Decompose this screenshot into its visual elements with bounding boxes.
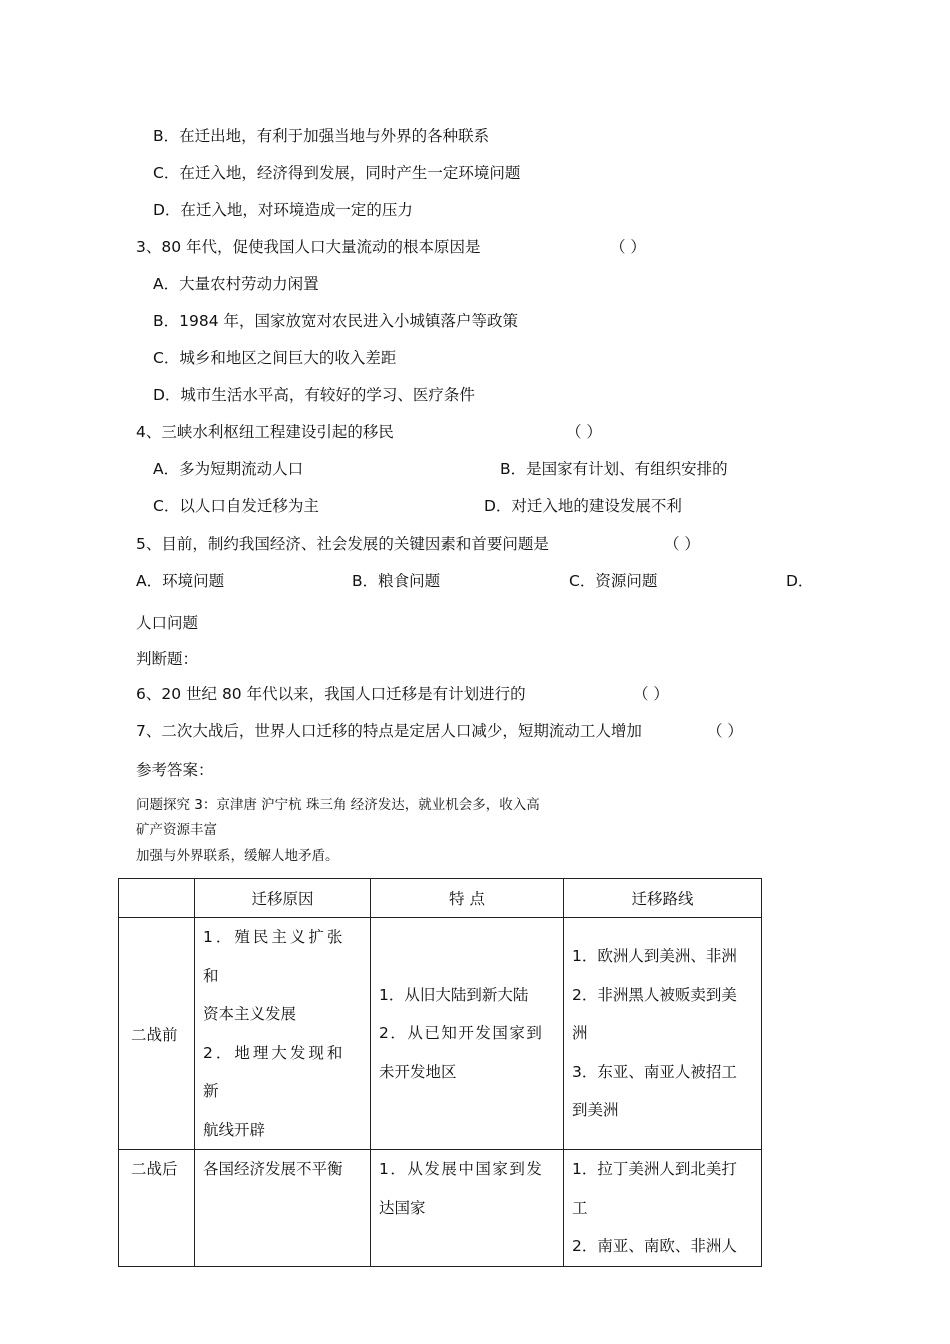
cause-line: 1．殖民主义扩张和 <box>203 928 346 985</box>
answer-line-1: 问题探究 3：京津唐 沪宁杭 珠三角 经济发达，就业机会多，收入高 <box>136 797 540 813</box>
q5-option-d-letter: D． <box>786 572 814 590</box>
feature-line: 2．从已知开发国家到 <box>379 1024 544 1043</box>
q6-answer-paren: （ ） <box>633 685 669 703</box>
migration-table <box>118 878 762 1267</box>
route-line: 3．东亚、南亚人被招工 <box>572 1062 737 1081</box>
row-period: 二战后 <box>119 1150 195 1267</box>
row-causes <box>195 918 371 1150</box>
q4-option-c: C．以人口自发迁移为主 <box>153 497 319 515</box>
row-period: 二战前 <box>119 918 195 1150</box>
table-row <box>119 918 762 1150</box>
cause-line: 航线开辟 <box>203 1120 266 1139</box>
cause-line: 2．地理大发现和新 <box>203 1043 346 1100</box>
route-line: 2．南亚、南欧、非洲人 <box>572 1237 737 1255</box>
q4-answer-paren: （ ） <box>566 423 602 441</box>
row-causes <box>195 1150 371 1267</box>
q5-option-b: B．粮食问题 <box>352 572 441 590</box>
q5-answer-paren: （ ） <box>664 535 700 553</box>
q5-option-d-text: 人口问题 <box>136 614 199 632</box>
q6-stem: 6、20 世纪 80 年代以来，我国人口迁移是有计划进行的 <box>136 685 526 703</box>
table-header-routes: 迁移路线 <box>564 879 762 918</box>
route-line: 洲 <box>572 1024 588 1043</box>
route-line: 工 <box>572 1198 588 1217</box>
answer-line-2: 矿产资源丰富 <box>136 822 217 838</box>
q2-option-b: B．在迁出地，有利于加强当地与外界的各种联系 <box>153 127 490 145</box>
answer-heading: 参考答案： <box>136 761 214 779</box>
row-features <box>371 1150 564 1267</box>
row-routes <box>564 918 762 1150</box>
q5-option-a: A．环境问题 <box>136 572 225 590</box>
table-row <box>119 1150 762 1267</box>
route-line: 2．非洲黑人被贩卖到美 <box>572 985 737 1004</box>
feature-line: 1．从旧大陆到新大陆 <box>379 985 529 1004</box>
row-routes <box>564 1150 762 1267</box>
judge-heading: 判断题： <box>136 650 199 668</box>
q4-option-d: D．对迁入地的建设发展不利 <box>484 497 682 515</box>
route-line: 1．欧洲人到美洲、非洲 <box>572 947 737 966</box>
q3-stem: 3、80 年代，促使我国人口大量流动的根本原因是 <box>136 238 481 256</box>
route-line: 到美洲 <box>572 1101 619 1120</box>
row-features <box>371 918 564 1150</box>
answer-line-3: 加强与外界联系，缓解人地矛盾。 <box>136 848 339 864</box>
q3-option-b: B．1984 年，国家放宽对农民进入小城镇落户等政策 <box>153 312 519 330</box>
q7-stem: 7、二次大战后，世界人口迁移的特点是定居人口减少，短期流动工人增加 <box>136 722 642 740</box>
q3-option-d: D．城市生活水平高，有较好的学习、医疗条件 <box>153 386 475 404</box>
cause-line: 各国经济发展不平衡 <box>203 1160 343 1178</box>
feature-line: 达国家 <box>379 1198 426 1217</box>
q3-option-c: C．城乡和地区之间巨大的收入差距 <box>153 349 397 367</box>
q4-option-a: A．多为短期流动人口 <box>153 460 304 478</box>
route-line: 1．拉丁美洲人到北美打 <box>572 1160 737 1178</box>
q3-option-a: A．大量农村劳动力闲置 <box>153 275 319 293</box>
table-header-blank <box>119 879 195 918</box>
q3-answer-paren: （ ） <box>610 238 646 256</box>
feature-line: 未开发地区 <box>379 1062 457 1081</box>
q4-stem: 4、三峡水利枢纽工程建设引起的移民 <box>136 423 394 441</box>
table-header-row <box>119 879 762 918</box>
table-header-features: 特 点 <box>371 879 564 918</box>
q4-option-b: B．是国家有计划、有组织安排的 <box>500 460 728 478</box>
feature-line: 1．从发展中国家到发 <box>379 1160 544 1178</box>
q2-option-d: D．在迁入地，对环境造成一定的压力 <box>153 201 413 219</box>
q5-stem: 5、目前，制约我国经济、社会发展的关键因素和首要问题是 <box>136 535 549 553</box>
table-header-causes: 迁移原因 <box>195 879 371 918</box>
q7-answer-paren: （ ） <box>707 722 743 740</box>
cause-line: 资本主义发展 <box>203 1005 297 1023</box>
q5-option-c: C．资源问题 <box>569 572 658 590</box>
q2-option-c: C．在迁入地，经济得到发展，同时产生一定环境问题 <box>153 164 521 182</box>
